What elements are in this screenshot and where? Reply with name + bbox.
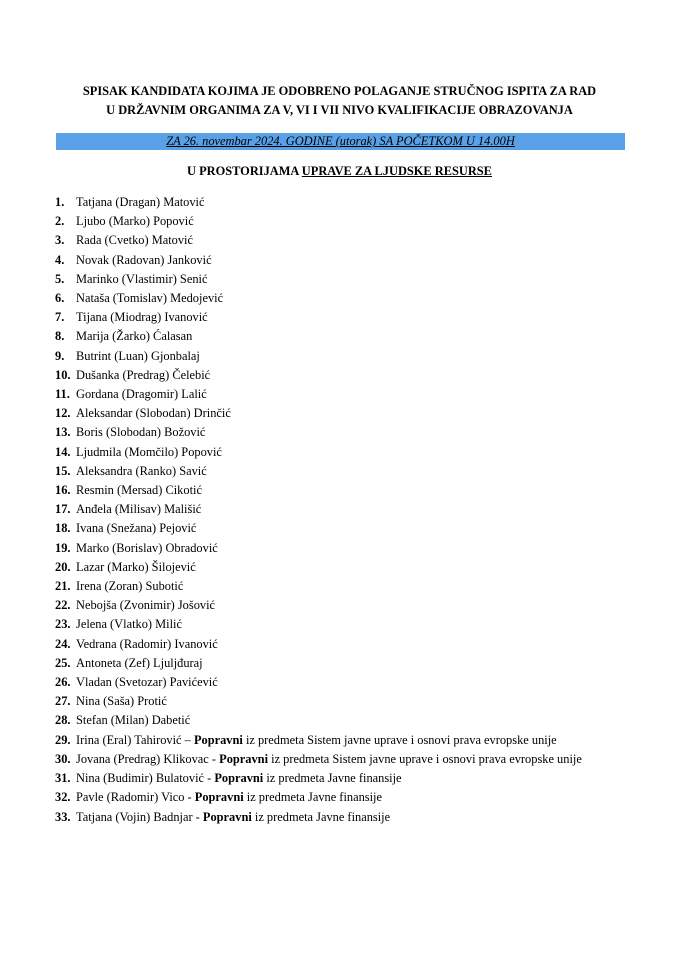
candidate-name: Nina (Saša) Protić <box>76 694 167 709</box>
list-item-text <box>76 731 631 750</box>
retake-label: Popravni <box>194 790 244 805</box>
list-item-text <box>76 327 631 346</box>
candidate-name: Aleksandar (Slobodan) Drinčić <box>76 406 231 421</box>
candidate-name: Ivana (Snežana) Pejović <box>76 521 197 536</box>
location-prefix: U PROSTORIJAMA <box>187 164 302 178</box>
list-item <box>0 635 679 654</box>
list-item-text <box>76 558 631 577</box>
list-item-number: 11. <box>55 387 70 402</box>
list-item <box>0 519 679 538</box>
list-item-number: 21. <box>55 579 71 594</box>
list-item <box>0 769 679 788</box>
list-item-text <box>76 577 631 596</box>
retake-subject: iz predmeta Javne finansije <box>251 809 391 824</box>
list-item <box>0 347 679 366</box>
list-item <box>0 711 679 730</box>
candidate-name: Nina (Budimir) Bulatović - <box>76 771 215 786</box>
list-item <box>0 558 679 577</box>
candidate-name: Gordana (Dragomir) Lalić <box>76 387 207 402</box>
list-item-text <box>76 462 631 481</box>
list-item-text <box>76 404 631 423</box>
title-line-1: SPISAK KANDIDATA KOJIMA JE ODOBRENO POLAGANJE STRUČNOG ISPITA ZA RAD <box>82 84 597 98</box>
list-item-number: 22. <box>55 598 71 613</box>
list-item <box>0 366 679 385</box>
list-item-text <box>76 519 631 538</box>
candidate-name: Aleksandra (Ranko) Savić <box>76 463 207 478</box>
list-item <box>0 289 679 308</box>
list-item-number: 1. <box>55 195 65 209</box>
list-item-number: 4. <box>55 252 65 267</box>
list-item-number: 20. <box>55 559 71 574</box>
candidate-name: Boris (Slobodan) Božović <box>76 425 206 440</box>
candidate-name: Marinko (Vlastimir) Senić <box>76 271 208 286</box>
candidate-name: Stefan (Milan) Dabetić <box>76 713 191 728</box>
list-item <box>0 404 679 423</box>
list-item <box>0 193 679 212</box>
retake-subject: iz predmeta Javne finansije <box>263 771 402 786</box>
list-item-text <box>76 750 631 769</box>
list-item-text <box>76 423 631 442</box>
candidate-name: Rada (Cvetko) Matović <box>76 233 193 248</box>
candidate-name: Ljudmila (Momčilo) Popović <box>76 444 222 459</box>
list-item-text <box>76 711 631 730</box>
candidate-name: Butrint (Luan) Gjonbalaj <box>76 348 200 363</box>
document-title <box>40 82 639 120</box>
retake-subject: iz predmeta Sistem javne uprave i osnovi prava evropske unije <box>268 751 582 766</box>
candidate-name: Resmin (Mersad) Cikotić <box>76 483 202 498</box>
list-item-number: 30. <box>55 751 71 766</box>
list-item-number: 10. <box>55 367 71 382</box>
list-item-text <box>76 596 631 615</box>
list-item-number: 2. <box>55 214 65 229</box>
candidate-name: Vedrana (Radomir) Ivanović <box>76 636 218 651</box>
list-item <box>0 231 679 250</box>
list-item-number: 18. <box>55 521 71 536</box>
candidate-name: Marija (Žarko) Ćalasan <box>76 329 193 344</box>
list-item-text <box>76 289 631 308</box>
location-institution: UPRAVE ZA LJUDSKE RESURSE <box>301 164 492 178</box>
candidate-name: Vladan (Svetozar) Pavićević <box>76 675 218 690</box>
retake-subject: iz predmeta Javne finansije <box>243 790 382 805</box>
list-item <box>0 212 679 231</box>
list-item <box>0 673 679 692</box>
exam-location <box>40 162 639 180</box>
list-item <box>0 577 679 596</box>
candidate-name: Dušanka (Predrag) Čelebić <box>76 367 211 382</box>
list-item-text <box>76 212 631 231</box>
list-item-text <box>76 347 631 366</box>
list-item-number: 7. <box>55 310 65 325</box>
list-item <box>0 750 679 769</box>
list-item-number: 8. <box>55 329 65 344</box>
retake-label: Popravni <box>193 732 243 747</box>
retake-label: Popravni <box>202 809 252 824</box>
list-item-text <box>76 769 631 788</box>
candidate-name: Anđela (Milisav) Mališić <box>76 502 202 517</box>
list-item-number: 29. <box>55 732 71 747</box>
list-item-number: 23. <box>55 617 71 632</box>
list-item-text <box>76 500 631 519</box>
list-item-text <box>76 692 631 711</box>
list-item-text <box>76 615 631 634</box>
candidate-name: Jelena (Vlatko) Milić <box>76 617 182 632</box>
list-item-number: 16. <box>55 483 71 498</box>
list-item <box>0 251 679 270</box>
list-item-text <box>76 481 631 500</box>
list-item-number: 3. <box>55 233 65 248</box>
list-item-number: 5. <box>55 271 65 286</box>
candidate-name: Antoneta (Zef) Ljuljđuraj <box>76 655 203 670</box>
list-item <box>0 500 679 519</box>
list-item <box>0 654 679 673</box>
list-item-number: 27. <box>55 694 71 709</box>
exam-date-banner: ZA 26. novembar 2024. GODINE (utorak) SA POČETKOM U 14.00H <box>56 133 625 150</box>
list-item <box>0 462 679 481</box>
list-item <box>0 327 679 346</box>
candidate-name: Pavle (Radomir) Vico - <box>76 790 195 805</box>
list-item-number: 12. <box>55 406 71 421</box>
list-item <box>0 443 679 462</box>
list-item-text <box>76 635 631 654</box>
list-item <box>0 423 679 442</box>
list-item <box>0 481 679 500</box>
list-item-number: 9. <box>55 348 65 363</box>
candidate-name: Novak (Radovan) Janković <box>76 252 212 267</box>
candidate-name: Lazar (Marko) Šilojević <box>76 559 196 574</box>
list-item-text <box>76 673 631 692</box>
candidate-name: Tatjana (Dragan) Matović <box>76 195 205 209</box>
list-item-number: 25. <box>55 655 71 670</box>
list-item-text <box>76 385 631 404</box>
candidate-name: Nataša (Tomislav) Medojević <box>76 291 224 306</box>
list-item-text <box>76 443 631 462</box>
retake-label: Popravni <box>214 771 264 786</box>
list-item-number: 19. <box>55 540 71 555</box>
list-item <box>0 731 679 750</box>
candidate-name: Marko (Borislav) Obradović <box>76 540 218 555</box>
list-item <box>0 596 679 615</box>
candidate-list <box>0 193 679 827</box>
candidate-name: Nebojša (Zvonimir) Jošović <box>76 598 216 613</box>
title-line-2: U DRŽAVNIM ORGANIMA ZA V, VI I VII NIVO KVALIFIKACIJE OBRAZOVANJA <box>106 103 573 117</box>
retake-label: Popravni <box>219 751 269 766</box>
list-item-number: 13. <box>55 425 71 440</box>
list-item <box>0 692 679 711</box>
list-item <box>0 308 679 327</box>
candidate-name: Tatjana (Vojin) Badnjar - <box>76 809 203 824</box>
list-item <box>0 270 679 289</box>
candidate-name: Ljubo (Marko) Popović <box>76 214 194 229</box>
list-item-text <box>76 193 631 212</box>
list-item-text <box>76 788 631 807</box>
list-item <box>0 808 679 827</box>
list-item <box>0 788 679 807</box>
list-item-number: 32. <box>55 790 71 805</box>
list-item <box>0 615 679 634</box>
list-item-number: 33. <box>55 809 71 824</box>
candidate-name: Irina (Eral) Tahirović – <box>76 732 194 747</box>
retake-subject: iz predmeta Sistem javne uprave i osnovi prava evropske unije <box>242 732 557 747</box>
candidate-name: Tijana (Miodrag) Ivanović <box>76 310 208 325</box>
list-item-number: 17. <box>55 502 71 517</box>
candidate-name: Irena (Zoran) Subotić <box>76 579 184 594</box>
list-item-text <box>76 366 631 385</box>
list-item-text <box>76 251 631 270</box>
list-item-text <box>76 808 631 827</box>
list-item-number: 14. <box>55 444 71 459</box>
list-item-text <box>76 654 631 673</box>
list-item-number: 31. <box>55 771 71 786</box>
list-item-number: 24. <box>55 636 71 651</box>
list-item-text <box>76 231 631 250</box>
list-item <box>0 385 679 404</box>
candidate-name: Jovana (Predrag) Klikovac - <box>76 751 220 766</box>
list-item-text <box>76 270 631 289</box>
list-item-number: 26. <box>55 675 71 690</box>
list-item-text <box>76 539 631 558</box>
list-item-text <box>76 308 631 327</box>
list-item <box>0 539 679 558</box>
list-item-number: 6. <box>55 291 65 306</box>
list-item-number: 28. <box>55 713 71 728</box>
list-item-number: 15. <box>55 463 71 478</box>
